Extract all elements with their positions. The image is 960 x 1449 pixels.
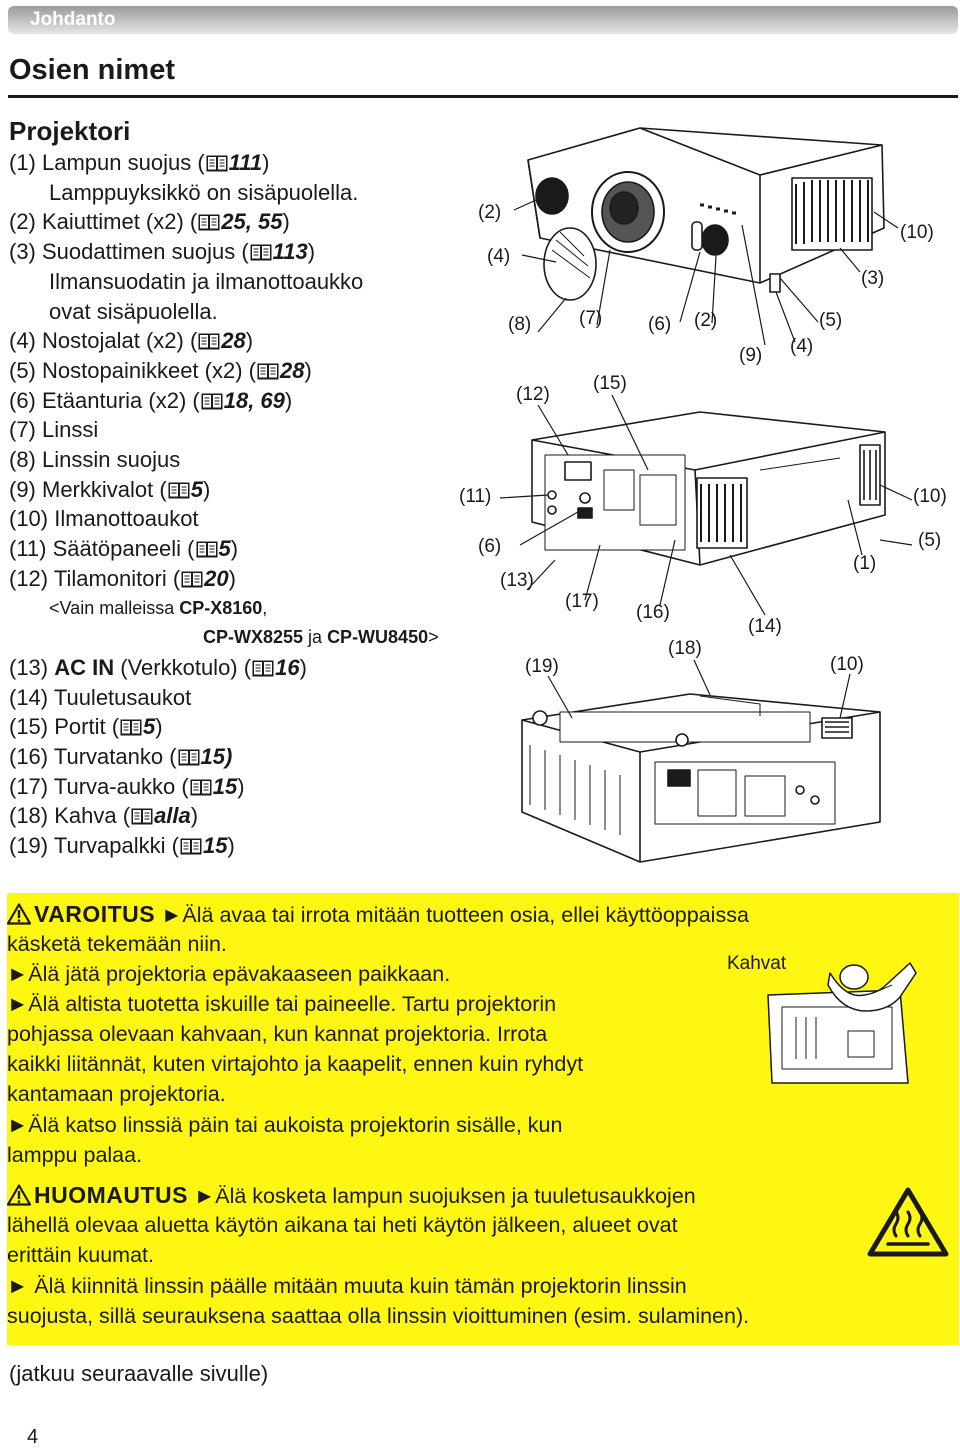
callout-2: (2): [478, 202, 502, 223]
callout-9: (9): [739, 345, 763, 366]
callout-10c: (10): [830, 654, 864, 675]
callout-17: (17): [565, 591, 599, 612]
book-icon: [181, 571, 203, 588]
book-icon: [198, 333, 220, 350]
callout-8: (8): [508, 314, 532, 335]
part-item-19: (19) Turvapalkki ( 15): [9, 833, 235, 859]
section-title: Projektori: [9, 116, 131, 146]
book-icon: [131, 808, 153, 825]
part-item-17: (17) Turva-aukko ( 15): [9, 773, 245, 799]
callout-2b: (2): [694, 310, 718, 331]
book-icon: [196, 541, 218, 558]
part-item-6: (6) Etäanturia (x2) ( 18, 69): [9, 387, 293, 413]
part-item-18: (18) Kahva ( alla): [9, 803, 199, 829]
callout-15: (15): [593, 373, 627, 394]
callout-10b: (10): [913, 486, 947, 507]
part-item-15: (15) Portit ( 5): [9, 714, 163, 740]
part-item-1: (1) Lampun suojus ( 111): [9, 150, 270, 175]
part-item-13: (13) AC IN (Verkkotulo) ( 16): [9, 654, 307, 680]
warning-line-7: kantamaan projektoria.: [7, 1082, 226, 1106]
part-item-4: (4) Nostojalat (x2) ( 28): [9, 328, 254, 354]
callout-5b: (5): [918, 530, 942, 551]
projector-bottom-view: [522, 694, 880, 862]
part-item-8: (8) Linssin suojus: [9, 447, 181, 473]
part-item-9: (9) Merkkivalot ( 5): [9, 476, 211, 502]
page-title: Osien nimet: [9, 54, 175, 86]
caution-line-4: ► Älä kiinnitä linssin päälle mitään muuta kuin tämän projektorin linssin: [7, 1274, 687, 1298]
part-item-10: (10) Ilmanottoaukot: [9, 506, 199, 532]
part-item-5: (5) Nostopainikkeet (x2) ( 28): [9, 357, 312, 383]
projector-front-view: [528, 128, 884, 300]
part-note-12b: CP-WX8255 ja CP-WU8450>: [203, 627, 439, 648]
handles-label: Kahvat: [727, 953, 787, 974]
part-item-16: (16) Turvatanko ( 15): [9, 744, 233, 770]
warning-line-4: ►Älä altista tuotetta iskuille tai paineelle. Tartu projektorin: [7, 992, 557, 1016]
caution-keyword: HUOMAUTUS: [34, 1182, 188, 1208]
callout-6: (6): [648, 314, 672, 335]
warning-keyword: VAROITUS: [34, 901, 156, 927]
warning-line-6: kaikki liitännät, kuten virtajohto ja kaapelit, ennen kuin ryhdyt: [7, 1052, 584, 1076]
callout-14: (14): [748, 616, 782, 637]
part-item-12: (12) Tilamonitori ( 20): [9, 565, 236, 591]
warning-triangle-icon: [7, 1184, 31, 1206]
book-icon: [257, 363, 279, 380]
book-icon: [206, 155, 228, 172]
part-item-11: (11) Säätöpaneeli ( 5): [9, 536, 239, 562]
callout-4: (4): [487, 246, 511, 267]
book-icon: [168, 482, 190, 499]
book-icon: [180, 838, 202, 855]
part-item-14: (14) Tuuletusaukot: [9, 684, 192, 710]
callout-6b: (6): [478, 536, 502, 557]
caution-line-5: suojusta, sillä seurauksena saattaa olla linssin vioittuminen (esim. sulaminen).: [7, 1304, 750, 1328]
callout-11: (11): [459, 486, 492, 507]
book-icon: [190, 779, 212, 796]
callout-5: (5): [819, 310, 843, 331]
book-icon: [250, 244, 272, 261]
part-item-2: (2) Kaiuttimet (x2) ( 25, 55): [9, 209, 290, 235]
book-icon: [252, 660, 274, 677]
parts-list: [9, 148, 509, 861]
book-icon: [198, 214, 220, 231]
warning-line-8: ►Älä katso linssiä päin tai aukoista projektorin sisälle, kun: [7, 1113, 563, 1137]
title-rule: [8, 95, 958, 98]
callout-10: (10): [900, 222, 934, 243]
part-note-3a: Ilmansuodatin ja ilmanottoaukko: [49, 268, 364, 294]
callout-4b: (4): [790, 336, 814, 357]
warning-line-1: VAROITUS ►Älä avaa tai irrota mitään tuotteen osia, ellei käyttöoppaissa: [7, 899, 749, 930]
warning-line-2: käsketä tekemään niin.: [7, 932, 227, 956]
book-icon: [201, 393, 223, 410]
book-icon: [120, 719, 142, 736]
section-header-bar: [8, 6, 958, 34]
callout-12: (12): [516, 384, 550, 405]
part-item-7: (7) Linssi: [9, 417, 99, 443]
warning-line-9: lamppu palaa.: [7, 1143, 143, 1167]
warning-line-5: pohjassa olevaan kahvaan, kun kannat projektoria. Irrota: [7, 1022, 548, 1046]
section-label: Johdanto: [30, 9, 116, 30]
hot-surface-icon: [866, 1186, 950, 1258]
continued-note: (jatkuu seuraavalle sivulle): [9, 1361, 269, 1386]
callout-19: (19): [525, 656, 559, 677]
warning-line-3: ►Älä jätä projektoria epävakaaseen paikkaan.: [7, 962, 451, 986]
caution-line-3: erittäin kuumat.: [7, 1243, 154, 1267]
book-icon: [178, 749, 200, 766]
projector-diagram: [455, 120, 960, 875]
projector-rear-view: [532, 412, 885, 565]
callout-16: (16): [636, 602, 670, 623]
page-number: 4: [27, 1426, 39, 1448]
part-item-3: (3) Suodattimen suojus ( 113): [9, 239, 316, 265]
caution-line-2: lähellä olevaa aluetta käytön aikana tai heti käytön jälkeen, alueet ovat: [7, 1213, 678, 1237]
caution-line-1: HUOMAUTUS ►Älä kosketa lampun suojuksen ja tuuletusaukkojen: [7, 1180, 696, 1211]
callout-18: (18): [668, 638, 702, 659]
callout-3: (3): [861, 268, 885, 289]
callout-1: (1): [853, 553, 877, 574]
part-note-3b: ovat sisäpuolella.: [49, 298, 218, 324]
callout-7: (7): [579, 308, 603, 329]
handles-illustration: [760, 955, 920, 1090]
part-note-1: Lamppuyksikkö on sisäpuolella.: [49, 179, 359, 205]
callout-13: (13): [500, 570, 534, 591]
part-note-12a: <Vain malleissa CP-X8160,: [49, 597, 268, 618]
warning-triangle-icon: [7, 903, 31, 925]
